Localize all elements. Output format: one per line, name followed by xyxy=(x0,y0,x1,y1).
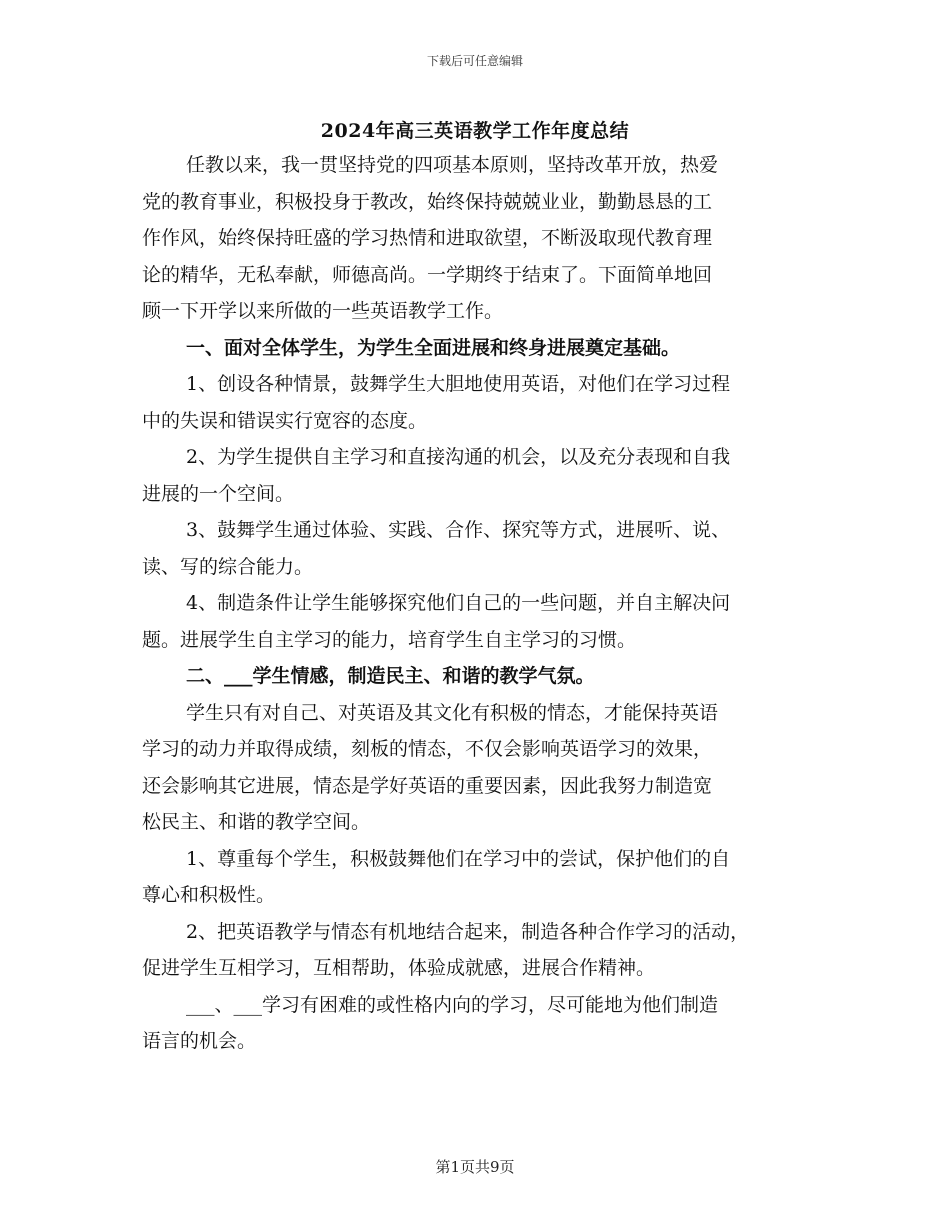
text-line: 1、尊重每个学生，积极鼓舞他们在学习中的尝试，保护他们的自 xyxy=(186,847,731,870)
text-line: 学生只有对自己、对英语及其文化有积极的情态，才能保持英语 xyxy=(186,701,719,724)
text-line: 一、面对全体学生，为学生全面进展和终身进展奠定基础。 xyxy=(186,336,681,359)
section-heading xyxy=(142,330,810,367)
paragraph xyxy=(142,695,810,841)
text-line: 二、___学生情感，制造民主、和谐的教学气氛。 xyxy=(186,665,595,687)
text-line: 党的教育事业，积极投身于教改，始终保持兢兢业业，勤勤恳恳的工 xyxy=(142,190,713,213)
paragraph xyxy=(142,987,810,1060)
text-line: 2、把英语教学与情态有机地结合起来，制造各种合作学习的活动， xyxy=(186,920,750,943)
section-heading xyxy=(142,658,810,695)
text-line: ___、___学习有困难的或性格内向的学习，尽可能地为他们制造 xyxy=(186,993,719,1016)
text-line: 学习的动力并取得成绩，刻板的情态，不仅会影响英语学习的效果， xyxy=(142,738,713,760)
document-title: 2024年高三英语教学工作年度总结 xyxy=(320,120,630,142)
text-line: 顾一下开学以来所做的一些英语教学工作。 xyxy=(142,300,504,322)
text-line: 论的精华，无私奉献，师德高尚。一学期终于结束了。下面简单地回 xyxy=(142,263,713,286)
paragraph xyxy=(142,914,810,987)
text-line: 尊心和积极性。 xyxy=(142,884,276,906)
text-line: 4、制造条件让学生能够探究他们自己的一些问题，并自主解决问 xyxy=(186,592,731,614)
text-line: 1、创设各种情景，鼓舞学生大胆地使用英语，对他们在学习过程 xyxy=(186,373,731,395)
paragraph xyxy=(142,147,810,330)
paragraph xyxy=(142,841,810,914)
text-line: 语言的机会。 xyxy=(142,1030,257,1052)
text-line: 任教以来，我一贯坚持党的四项基本原则，坚持改革开放，热爱 xyxy=(186,154,719,176)
text-line: 2、为学生提供自主学习和直接沟通的机会，以及充分表现和自我 xyxy=(186,446,731,468)
text-line: 题。进展学生自主学习的能力，培育学生自主学习的习惯。 xyxy=(142,628,637,651)
text-line: 作作风，始终保持旺盛的学习热情和进取欲望，不断汲取现代教育理 xyxy=(142,227,713,249)
page-footer: 第1页共9页 xyxy=(435,1158,515,1176)
document-body xyxy=(142,147,810,1060)
text-line: 还会影响其它进展，情态是学好英语的重要因素，因此我努力制造宽 xyxy=(142,774,713,797)
text-line: 进展的一个空间。 xyxy=(142,482,295,505)
text-line: 促进学生互相学习，互相帮助，体验成就感，进展合作精神。 xyxy=(142,957,656,979)
text-line: 读、写的综合能力。 xyxy=(142,555,314,578)
text-line: 松民主、和谐的教学空间。 xyxy=(142,811,371,833)
text-line: 3、鼓舞学生通过体验、实践、合作、探究等方式，进展听、说、 xyxy=(186,519,731,541)
paragraph xyxy=(142,585,810,658)
text-line: 中的失误和错误实行宽容的态度。 xyxy=(142,409,428,432)
paragraph xyxy=(142,366,810,439)
page-header: 下载后可任意编辑 xyxy=(426,54,523,68)
paragraph xyxy=(142,512,810,585)
paragraph xyxy=(142,439,810,512)
